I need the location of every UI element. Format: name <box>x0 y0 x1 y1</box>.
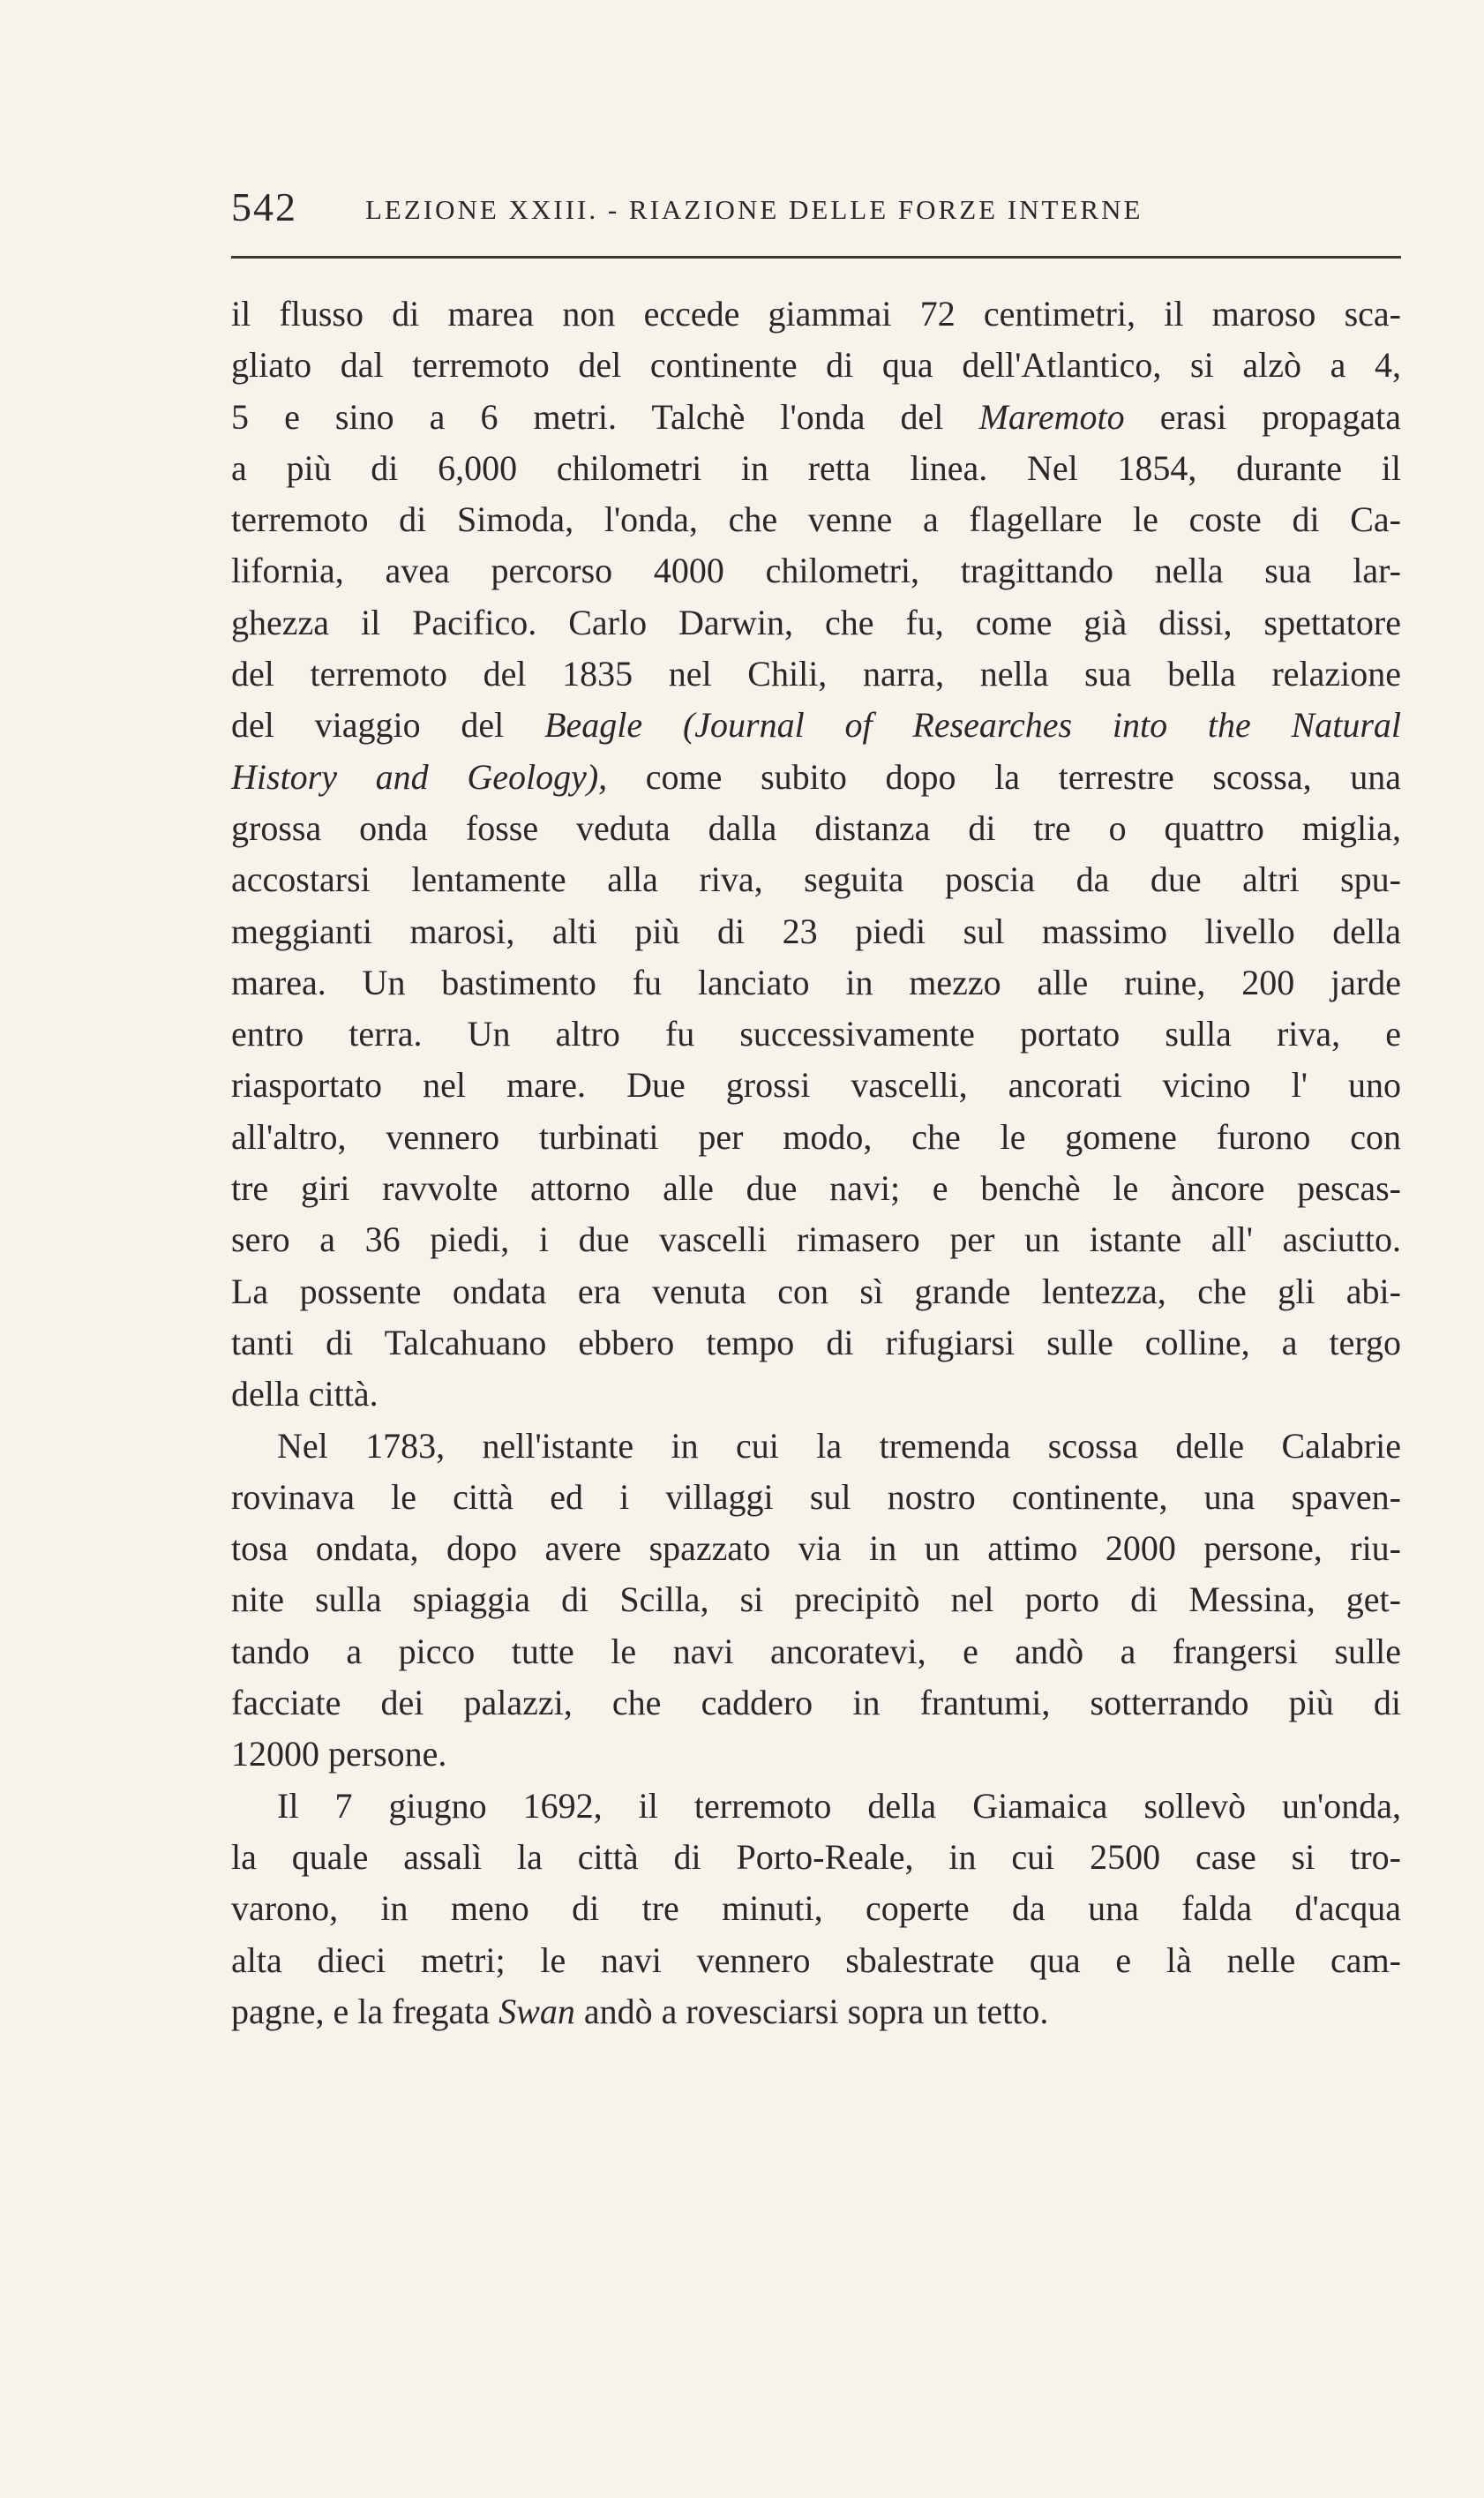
text-line: a più di 6,000 chilometri in retta linea. Nel 1854, durante il <box>231 447 1401 488</box>
text-line: pagne, e la fregata Swan andò a rovesciarsi sopra un tetto. <box>231 1991 1049 2031</box>
text-line: nite sulla spiaggia di Scilla, si precipitò nel porto di Messina, get- <box>231 1579 1401 1620</box>
text-line: della città. <box>231 1374 378 1414</box>
text-line: meggianti marosi, alti più di 23 piedi sul massimo livello della <box>231 911 1401 951</box>
text-line: del viaggio del Beagle (Journal of Researches into the Natural <box>231 705 1401 746</box>
text-line: Nel 1783, nell'istante in cui la tremenda scossa delle Calabrie <box>277 1425 1401 1466</box>
text-line: entro terra. Un altro fu successivamente portato sulla riva, e <box>231 1014 1401 1054</box>
text-line: il flusso di marea non eccede giammai 72 centimetri, il maroso sca- <box>231 294 1401 334</box>
text-line: tosa ondata, dopo avere spazzato via in un attimo 2000 persone, riu- <box>231 1528 1401 1569</box>
text-line: terremoto di Simoda, l'onda, che venne a flagellare le coste di Ca- <box>231 499 1401 540</box>
text-line: grossa onda fosse veduta dalla distanza di tre o quattro miglia, <box>231 807 1401 848</box>
body-text <box>231 289 1401 2037</box>
page-header <box>231 184 1401 233</box>
text-line: la quale assalì la città di Porto-Reale, in cui 2500 case si tro- <box>231 1836 1401 1877</box>
text-line: marea. Un bastimento fu lanciato in mezzo alle ruine, 200 jarde <box>231 962 1401 1002</box>
text-line: tre giri ravvolte attorno alle due navi; e benchè le àncore pescas- <box>231 1168 1401 1209</box>
page-number: 542 <box>231 184 297 229</box>
text-line: La possente ondata era venuta con sì grande lentezza, che gli abi- <box>231 1271 1401 1311</box>
text-line: tando a picco tutte le navi ancoratevi, e andò a frangersi sulle <box>231 1631 1401 1671</box>
text-line: varono, in meno di tre minuti, coperte da una falda d'acqua <box>231 1888 1401 1929</box>
text-line: alta dieci metri; le navi vennero sbalestrate qua e là nelle cam- <box>231 1939 1401 1980</box>
text-line: del terremoto del 1835 nel Chili, narra, nella sua bella relazione <box>231 654 1401 694</box>
text-line: tanti di Talcahuano ebbero tempo di rifugiarsi sulle colline, a tergo <box>231 1322 1401 1362</box>
text-line: gliato dal terremoto del continente di qua dell'Atlantico, si alzò a 4, <box>231 345 1401 386</box>
running-head: LEZIONE XXIII. - RIAZIONE DELLE FORZE INTERNE <box>365 194 1143 225</box>
text-line: 5 e sino a 6 metri. Talchè l'onda del Maremoto erasi propagata <box>231 396 1402 437</box>
text-line: facciate dei palazzi, che caddero in frantumi, sotterrando più di <box>231 1683 1401 1723</box>
text-line: 12000 persone. <box>231 1734 447 1774</box>
text-line: rovinava le città ed i villaggi sul nostro continente, una spaven- <box>231 1476 1401 1517</box>
text-line: ghezza il Pacifico. Carlo Darwin, che fu, come già dissi, spettatore <box>231 602 1401 642</box>
text-line: sero a 36 piedi, i due vascelli rimasero per un istante all' asciutto. <box>231 1219 1401 1260</box>
text-line: riasportato nel mare. Due grossi vascelli, ancorati vicino l' uno <box>231 1065 1401 1106</box>
text-line: Il 7 giugno 1692, il terremoto della Giamaica sollevò un'onda, <box>277 1785 1401 1826</box>
text-line: lifornia, avea percorso 4000 chilometri, tragittando nella sua lar- <box>231 551 1401 591</box>
text-line: all'altro, vennero turbinati per modo, che le gomene furono con <box>231 1116 1401 1157</box>
text-line: History and Geology), come subito dopo la terrestre scossa, una <box>231 756 1401 797</box>
header-rule <box>231 256 1401 259</box>
text-line: accostarsi lentamente alla riva, seguita poscia da due altri spu- <box>231 859 1401 900</box>
